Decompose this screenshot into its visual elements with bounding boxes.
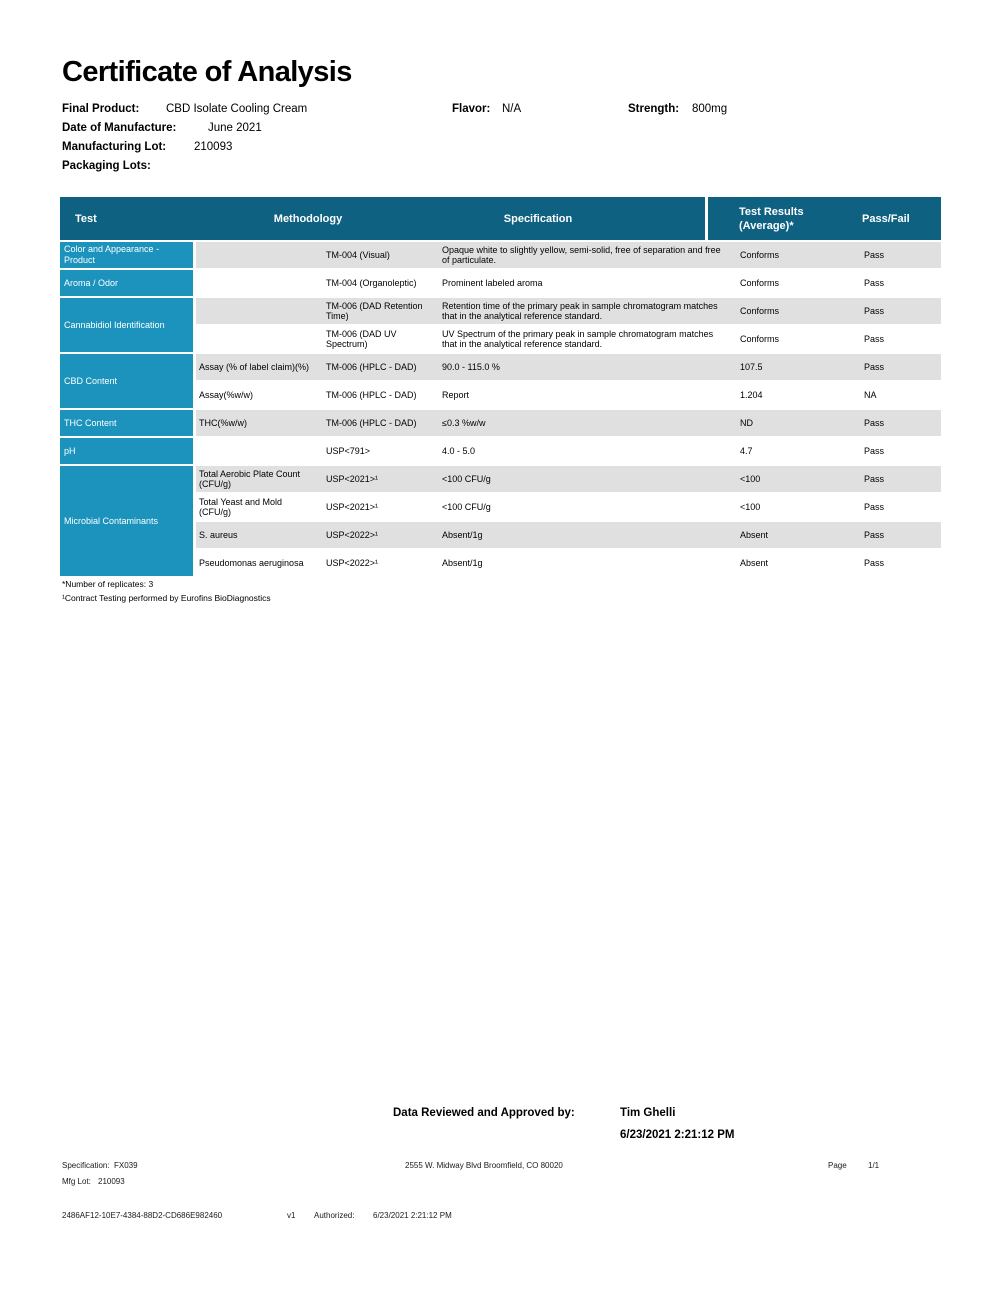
subtest-cell <box>196 298 322 324</box>
result-cell: Conforms <box>740 249 780 260</box>
result-cell: <100 <box>740 473 761 484</box>
result-cell: Conforms <box>740 333 780 344</box>
result-cell: ND <box>740 417 753 428</box>
pass-fail-cell: Pass <box>864 473 885 484</box>
result-cell: Conforms <box>740 277 780 288</box>
pass-fail-cell: Pass <box>864 557 885 568</box>
footer-mfg-lot-value: 210093 <box>98 1177 125 1186</box>
date-of-manufacture-label: Date of Manufacture: <box>62 122 177 134</box>
methodology-cell: USP<2022>¹ <box>326 557 379 568</box>
pass-fail-cell: Pass <box>864 529 885 540</box>
footer-version: v1 <box>287 1211 296 1220</box>
footer-authorized-datetime: 6/23/2021 2:21:12 PM <box>373 1211 452 1220</box>
methodology-cell: TM-006 (HPLC - DAD) <box>326 389 417 400</box>
specification-cell: <100 CFU/g <box>442 473 491 484</box>
methodology-cell: TM-004 (Visual) <box>326 249 390 260</box>
subtest-cell <box>196 438 322 464</box>
footer-specification-label: Specification: <box>62 1161 110 1170</box>
subtest-cell: Total Yeast and Mold (CFU/g) <box>199 496 283 517</box>
result-cell: 4.7 <box>740 445 753 456</box>
strength-label: Strength: <box>628 103 680 115</box>
subtest-cell: Assay (% of label claim)(%) <box>199 361 310 372</box>
table-header-right-block <box>708 197 941 240</box>
pass-fail-cell: Pass <box>864 417 885 428</box>
footer-authorized-label: Authorized: <box>314 1211 355 1220</box>
footer-page-label: Page <box>828 1161 847 1170</box>
packaging-lots-label: Packaging Lots: <box>62 160 151 172</box>
footer-document-id: 2486AF12-10E7-4384-88D2-CD686E982460 <box>62 1211 223 1220</box>
table-header-row <box>60 197 941 240</box>
manufacturing-lot-value: 210093 <box>194 141 233 153</box>
specification-cell: UV Spectrum of the primary peak in sample chromatogram matches that in the analytical reference standard. <box>442 328 714 349</box>
page-title: Certificate of Analysis <box>62 56 352 88</box>
methodology-cell: USP<791> <box>326 445 371 456</box>
column-header-test: Test <box>75 212 97 225</box>
subtest-cell: THC(%w/w) <box>199 417 247 428</box>
test-group-ph <box>60 438 941 466</box>
test-group-cbd-content <box>60 354 941 410</box>
table-row <box>196 382 941 410</box>
pass-fail-cell: Pass <box>864 277 885 288</box>
table-row <box>196 494 941 522</box>
footer-mfg-lot-label: Mfg Lot: <box>62 1177 91 1186</box>
table-row <box>196 438 941 466</box>
result-cell: Absent <box>740 557 769 568</box>
footnote-replicates: *Number of replicates: 3 <box>62 579 154 589</box>
test-group-label: THC Content <box>60 410 196 438</box>
methodology-cell: TM-006 (DAD UV Spectrum) <box>326 328 397 349</box>
column-header-specification: Specification <box>503 212 573 225</box>
table-row <box>196 466 941 494</box>
flavor-label: Flavor: <box>452 103 491 115</box>
flavor-value: N/A <box>502 103 522 115</box>
result-cell: 107.5 <box>740 361 763 372</box>
test-group-thc-content <box>60 410 941 438</box>
methodology-cell: TM-006 (HPLC - DAD) <box>326 417 417 428</box>
table-row <box>196 354 941 382</box>
specification-cell: Retention time of the primary peak in sample chromatogram matches that in the analytical reference standard. <box>442 300 718 321</box>
final-product-value: CBD Isolate Cooling Cream <box>166 103 308 115</box>
result-cell: 1.204 <box>740 389 763 400</box>
specification-cell: Report <box>442 389 470 400</box>
table-row <box>196 410 941 438</box>
methodology-cell: TM-004 (Organoleptic) <box>326 277 417 288</box>
pass-fail-cell: Pass <box>864 445 885 456</box>
table-row <box>196 326 941 354</box>
specification-cell: 90.0 - 115.0 % <box>442 361 500 372</box>
test-group-label: Aroma / Odor <box>60 270 196 298</box>
methodology-cell: USP<2021>¹ <box>326 501 379 512</box>
approver-name: Tim Ghelli <box>620 1107 676 1119</box>
table-row <box>196 550 941 578</box>
pass-fail-cell: Pass <box>864 305 885 316</box>
subtest-cell: Assay(%w/w) <box>199 389 254 400</box>
specification-cell: Opaque white to slightly yellow, semi-solid, free of separation and free of particulate. <box>442 244 721 265</box>
footer-specification-value: FX039 <box>114 1161 138 1170</box>
results-table <box>60 197 941 578</box>
table-row <box>196 298 941 326</box>
methodology-cell: USP<2021>¹ <box>326 473 379 484</box>
subtest-cell: Pseudomonas aeruginosa <box>199 557 304 568</box>
column-header-methodology: Methodology <box>273 212 343 225</box>
final-product-label: Final Product: <box>62 103 140 115</box>
table-row <box>196 242 941 270</box>
test-group-label: Cannabidiol Identification <box>60 298 196 354</box>
specification-cell: Absent/1g <box>442 529 483 540</box>
subtest-cell <box>196 326 322 352</box>
pass-fail-cell: NA <box>864 389 877 400</box>
approval-label: Data Reviewed and Approved by: <box>393 1107 575 1119</box>
column-header-test-results: Test Results (Average)* <box>739 205 804 232</box>
footer-address: 2555 W. Midway Blvd Broomfield, CO 80020 <box>405 1161 563 1170</box>
test-group-label: CBD Content <box>60 354 196 410</box>
methodology-cell: TM-006 (DAD Retention Time) <box>326 300 423 321</box>
specification-cell: ≤0.3 %w/w <box>442 417 486 428</box>
test-group-aroma-odor <box>60 270 941 298</box>
test-group-label: Microbial Contaminants <box>60 466 196 578</box>
result-cell: <100 <box>740 501 761 512</box>
test-group-color-appearance <box>60 242 941 270</box>
table-header-left-block <box>60 197 705 240</box>
date-of-manufacture-value: June 2021 <box>208 122 262 134</box>
approval-datetime: 6/23/2021 2:21:12 PM <box>620 1129 735 1141</box>
footnote-contract-testing: ¹Contract Testing performed by Eurofins BioDiagnostics <box>62 593 271 603</box>
result-cell: Conforms <box>740 305 780 316</box>
test-group-label: Color and Appearance - Product <box>60 242 196 270</box>
subtest-cell: Total Aerobic Plate Count (CFU/g) <box>199 468 301 489</box>
specification-cell: <100 CFU/g <box>442 501 491 512</box>
test-group-label: pH <box>60 438 196 466</box>
result-cell: Absent <box>740 529 769 540</box>
footer-page-value: 1/1 <box>868 1161 880 1170</box>
column-header-pass-fail: Pass/Fail <box>862 212 910 225</box>
subtest-cell <box>196 270 322 296</box>
specification-cell: Absent/1g <box>442 557 483 568</box>
pass-fail-cell: Pass <box>864 361 885 372</box>
methodology-cell: TM-006 (HPLC - DAD) <box>326 361 417 372</box>
pass-fail-cell: Pass <box>864 249 885 260</box>
pass-fail-cell: Pass <box>864 501 885 512</box>
table-row <box>196 522 941 550</box>
subtest-cell <box>196 242 322 268</box>
strength-value: 800mg <box>692 103 728 115</box>
table-row <box>196 270 941 298</box>
subtest-cell: S. aureus <box>199 529 238 540</box>
specification-cell: Prominent labeled aroma <box>442 277 543 288</box>
manufacturing-lot-label: Manufacturing Lot: <box>62 141 167 153</box>
test-group-microbial-contaminants <box>60 466 941 578</box>
specification-cell: 4.0 - 5.0 <box>442 445 476 456</box>
test-group-cannabidiol-identification <box>60 298 941 354</box>
pass-fail-cell: Pass <box>864 333 885 344</box>
methodology-cell: USP<2022>¹ <box>326 529 379 540</box>
